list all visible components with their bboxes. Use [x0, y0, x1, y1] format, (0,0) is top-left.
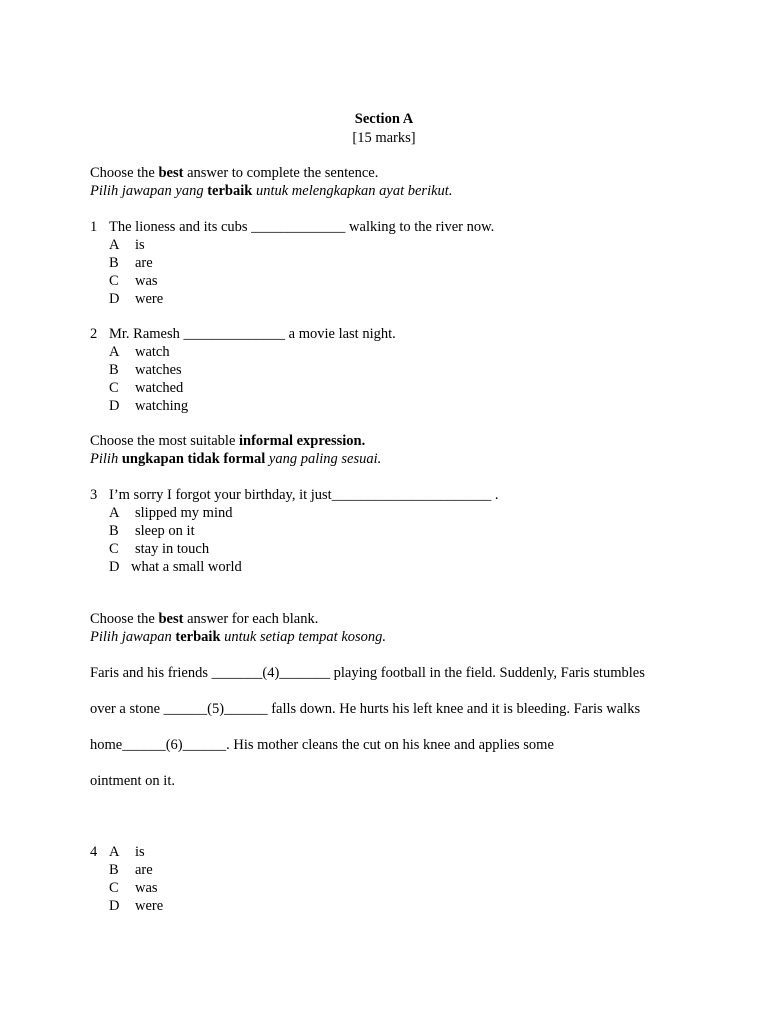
section-title: Section A [354, 111, 414, 127]
question-1 [90, 218, 494, 236]
instruction-bold: ungkapan tidak formal [121, 451, 266, 467]
instruction-text: untuk setiap tempat kosong. [220, 629, 387, 645]
instruction-1-malay [90, 182, 452, 200]
option-text: what a small world [131, 559, 242, 575]
question-number: 4 [90, 844, 98, 860]
option-text: is [135, 237, 145, 253]
instruction-bold: informal expression. [239, 433, 366, 449]
option-letter: D [109, 398, 120, 414]
option-text: are [135, 255, 153, 271]
instruction-text: Choose the [90, 611, 159, 627]
option-b[interactable] [109, 254, 153, 272]
question-text: I’m sorry I forgot your birthday, it just______________________ . [109, 487, 499, 503]
instruction-1-english [90, 164, 378, 182]
option-text: were [135, 291, 164, 307]
option-letter: A [109, 344, 120, 360]
option-b[interactable] [109, 522, 195, 540]
option-letter: B [109, 255, 119, 271]
option-letter: D [109, 291, 120, 307]
option-letter: B [109, 523, 119, 539]
question-number: 2 [90, 326, 98, 342]
option-letter: A [109, 844, 120, 860]
instruction-text: answer for each blank. [183, 611, 319, 627]
option-d[interactable] [109, 290, 163, 308]
instruction-text: Choose the [90, 165, 159, 181]
option-letter: C [109, 880, 119, 896]
option-text: watches [135, 362, 182, 378]
option-b[interactable] [109, 361, 182, 379]
option-c[interactable] [109, 272, 158, 290]
option-a[interactable] [109, 343, 170, 361]
option-text: slipped my mind [135, 505, 233, 521]
question-3 [90, 486, 498, 504]
option-letter: B [109, 362, 119, 378]
option-letter: C [109, 273, 119, 289]
instruction-text: Pilih jawapan [90, 629, 176, 645]
question-number: 3 [90, 487, 98, 503]
option-text: sleep on it [135, 523, 195, 539]
instruction-bold: best [158, 165, 184, 181]
option-c[interactable] [109, 879, 158, 897]
option-c[interactable] [109, 540, 209, 558]
instruction-text: Pilih jawapan yang [90, 183, 208, 199]
instruction-text: answer to complete the sentence. [183, 165, 379, 181]
instruction-bold: terbaik [207, 183, 253, 199]
option-text: were [135, 898, 164, 914]
instruction-3-malay [90, 628, 386, 646]
option-d[interactable] [109, 558, 242, 576]
instruction-2-english [90, 432, 365, 450]
option-letter: C [109, 380, 119, 396]
option-letter: A [109, 505, 120, 521]
passage-line-4: ointment on it. [90, 773, 175, 789]
question-4 [90, 843, 145, 861]
passage-line-1: Faris and his friends _______(4)_______ playing football in the field. Suddenly, Faris stumbles [90, 665, 645, 681]
option-b[interactable] [109, 861, 153, 879]
option-text: watched [135, 380, 184, 396]
option-text: stay in touch [135, 541, 210, 557]
option-letter: A [109, 237, 120, 253]
question-text: The lioness and its cubs _____________ walking to the river now. [109, 219, 495, 235]
option-text: was [135, 273, 158, 289]
instruction-text: Choose the most suitable [90, 433, 240, 449]
instruction-bold: best [158, 611, 184, 627]
question-number: 1 [90, 219, 98, 235]
option-text: was [135, 880, 158, 896]
passage-line-3: home______(6)______. His mother cleans the cut on his knee and applies some [90, 737, 554, 753]
option-text: are [135, 862, 153, 878]
question-2 [90, 325, 396, 343]
instruction-bold: terbaik [175, 629, 221, 645]
option-a[interactable] [109, 236, 145, 254]
option-text: watch [135, 344, 170, 360]
section-marks: [15 marks] [352, 130, 416, 146]
question-text: Mr. Ramesh ______________ a movie last night. [109, 326, 396, 342]
instruction-text: untuk melengkapkan ayat berikut. [252, 183, 453, 199]
instruction-2-malay [90, 450, 381, 468]
passage-line-2: over a stone ______(5)______ falls down. He hurts his left knee and it is bleeding. Faris walks [90, 701, 641, 717]
option-text: watching [135, 398, 189, 414]
option-text[interactable]: is [135, 844, 145, 860]
option-letter: D [109, 898, 120, 914]
instruction-text: yang paling sesuai. [265, 451, 382, 467]
option-a[interactable] [109, 504, 232, 522]
option-letter: D [109, 559, 120, 575]
option-letter: C [109, 541, 119, 557]
option-d[interactable] [109, 897, 163, 915]
option-c[interactable] [109, 379, 183, 397]
option-d[interactable] [109, 397, 188, 415]
instruction-3-english [90, 610, 318, 628]
option-letter: B [109, 862, 119, 878]
instruction-text: Pilih [90, 451, 122, 467]
